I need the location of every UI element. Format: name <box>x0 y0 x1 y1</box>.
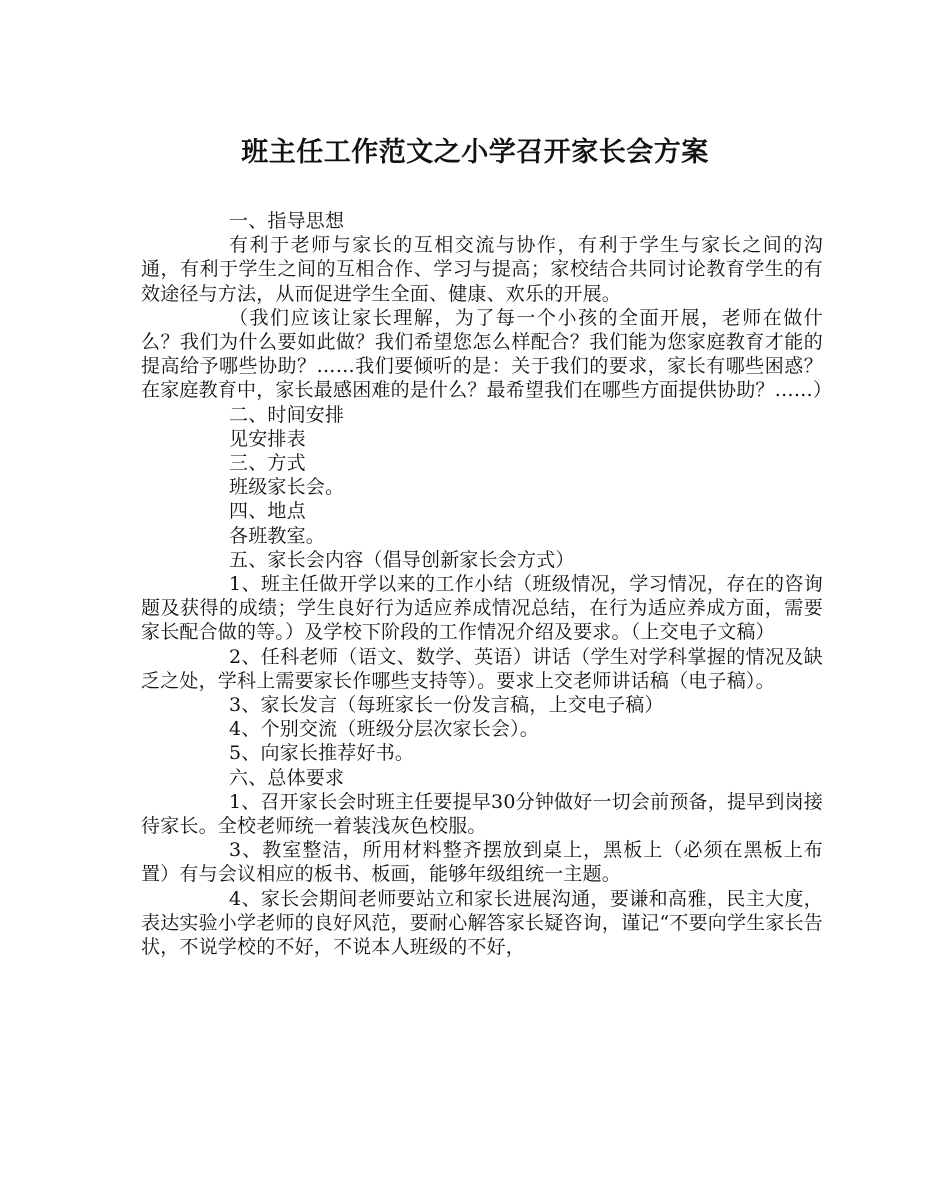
section-heading: 六、总体要求 <box>229 766 345 789</box>
body-paragraph: 见安排表 <box>229 427 306 450</box>
body-paragraph: 班级家长会。 <box>229 476 345 499</box>
body-paragraph: （我们应该让家长理解，为了每一个小孩的全面开展，老师在做什么？我们为什么要如此做？我们希望您怎么样配合？我们能为您家庭教育才能的提高给予哪些协助？……我们要倾听的是：关于我们的要求，家长有哪些困惑？在家庭教育中，家长最感困难的是什么？最希望我们在哪些方面提供协助？……） <box>141 306 833 402</box>
list-item: 2、任科老师（语文、数学、英语）讲话（学生对学科掌握的情况及缺乏之处，学科上需要家长作哪些支持等）。要求上交老师讲话稿（电子稿）。 <box>141 645 823 692</box>
section-heading: 三、方式 <box>229 452 306 475</box>
body-paragraph: 各班教室。 <box>229 524 326 547</box>
list-item: 3、家长发言（每班家长一份发言稿，上交电子稿） <box>229 694 664 717</box>
section-heading: 四、地点 <box>229 500 306 523</box>
section-heading: 五、家长会内容（倡导创新家长会方式） <box>229 548 575 571</box>
list-item: 1、召开家长会时班主任要提早30分钟做好一切会前预备，提早到岗接待家长。全校老师统一着装浅灰色校服。 <box>141 790 823 838</box>
section-heading: 一、指导思想 <box>229 210 345 232</box>
list-item: 4、个别交流（班级分层次家长会）。 <box>229 718 539 741</box>
list-item: 4、家长会期间老师要站立和家长进展沟通，要谦和高雅，民主大度，表达实验小学老师的良好风范，要耐心解答家长疑咨询，谨记“不要向学生家长告状，不说学校的不好，不说本人班级的不好， <box>141 887 823 959</box>
list-item: 1、班主任做开学以来的工作小结（班级情况，学习情况，存在的咨询题及获得的成绩；学生良好行为适应养成情况总结，在行为适应养成方面，需要家长配合做的等。）及学校下阶段的工作情况介绍及要求。（上交电子文稿） <box>141 573 823 644</box>
section-heading: 二、时间安排 <box>229 403 345 426</box>
document-title: 班主任工作范文之小学召开家长会方案 <box>241 137 709 168</box>
list-item: 5、向家长推荐好书。 <box>229 742 415 765</box>
document-body <box>141 209 833 959</box>
list-item: 3、教室整洁，所用材料整齐摆放到桌上，黑板上（必须在黑板上布置）有与会议相应的板书、板画，能够年级组统一主题。 <box>141 839 823 886</box>
body-paragraph: 有利于老师与家长的互相交流与协作，有利于学生与家长之间的沟通，有利于学生之间的互相合作、学习与提高；家校结合共同讨论教育学生的有效途径与方法，从而促进学生全面、健康、欢乐的开展。 <box>141 234 823 305</box>
